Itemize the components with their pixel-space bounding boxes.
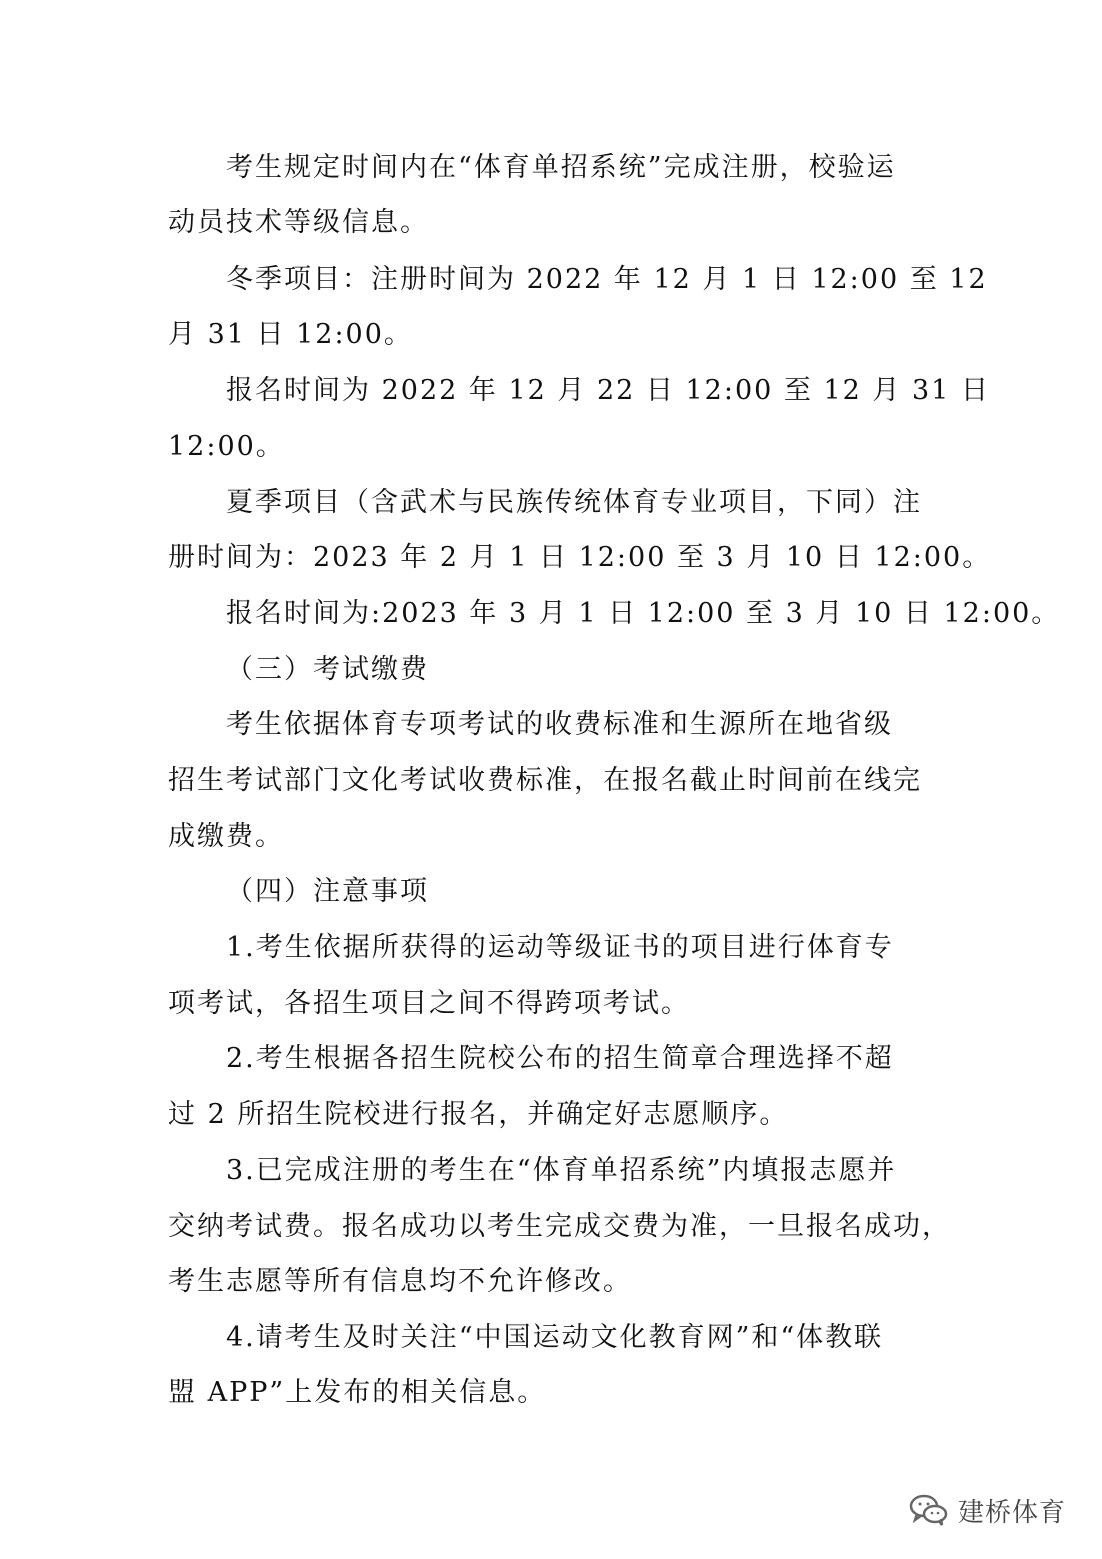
paragraph-line: 过 2 所招生院校进行报名，并确定好志愿顺序。: [168, 1099, 789, 1130]
watermark: [908, 1488, 1078, 1532]
paragraph-line: 报名时间为 2022 年 12 月 22 日 12:00 至 12 月 31 日: [226, 375, 990, 406]
paragraph-line: 12:00。: [168, 431, 285, 462]
watermark-text: 建桥体育: [958, 1497, 1067, 1528]
paragraph-line: 招生考试部门文化考试收费标准，在报名截止时间前在线完: [168, 765, 922, 796]
wechat-icon: [908, 1492, 950, 1528]
paragraph-line: 册时间为：2023 年 2 月 1 日 12:00 至 3 月 10 日 12:00。: [168, 542, 992, 573]
paragraph-line: 考生依据体育专项考试的收费标准和生源所在地省级: [226, 709, 893, 740]
section-heading: （三）考试缴费: [226, 654, 429, 685]
paragraph-line: 2.考生根据各招生院校公布的招生简章合理选择不超: [226, 1043, 894, 1074]
paragraph-line: 月 31 日 12:00。: [168, 319, 413, 350]
paragraph-line: 交纳考试费。报名成功以考生完成交费为准，一旦报名成功，: [168, 1211, 951, 1242]
paragraph-line: 报名时间为:2023 年 3 月 1 日 12:00 至 3 月 10 日 12:00。: [226, 598, 1061, 629]
paragraph-line: 动员技术等级信息。: [168, 207, 429, 238]
paragraph-line: 盟 APP”上发布的相关信息。: [168, 1377, 547, 1408]
paragraph-line: 1.考生依据所获得的运动等级证书的项目进行体育专: [226, 932, 894, 963]
section-heading: （四）注意事项: [226, 876, 429, 907]
paragraph-line: 4.请考生及时关注“中国运动文化教育网”和“体教联: [226, 1322, 884, 1353]
paragraph-line: 夏季项目（含武术与民族传统体育专业项目，下同）注: [226, 487, 922, 518]
paragraph-line: 项考试，各招生项目之间不得跨项考试。: [168, 988, 690, 1019]
paragraph-line: 成缴费。: [168, 821, 284, 852]
paragraph-line: 冬季项目：注册时间为 2022 年 12 月 1 日 12:00 至 12: [226, 264, 988, 295]
paragraph-line: 3.已完成注册的考生在“体育单招系统”内填报志愿并: [226, 1155, 897, 1186]
paragraph-line: 考生志愿等所有信息均不允许修改。: [168, 1266, 632, 1297]
paragraph-line: 考生规定时间内在“体育单招系统”完成注册，校验运: [226, 152, 896, 183]
